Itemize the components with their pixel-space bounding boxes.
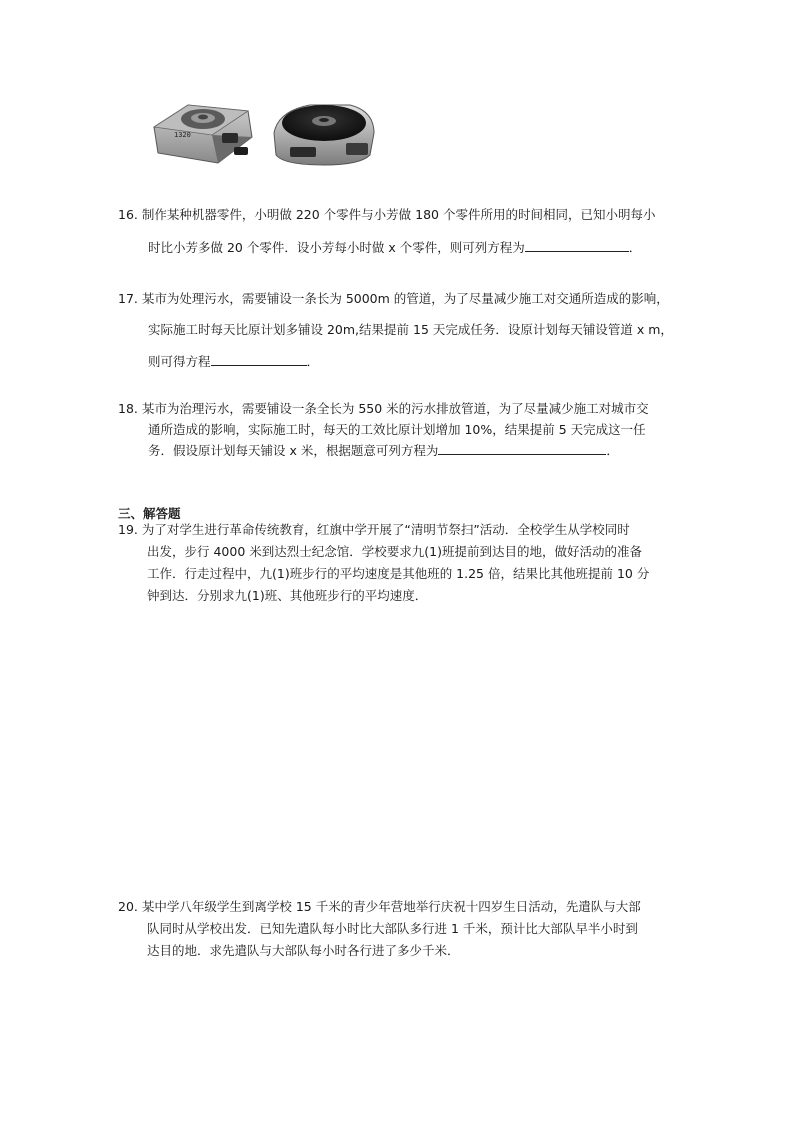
answer-blank[interactable]: [211, 351, 307, 366]
robot-photo-1: [148, 97, 255, 169]
question-20-line-1: 20. 某中学八年级学生到离学校 15 千米的青少年营地举行庆祝十四岁生日活动，先遣队与大部: [118, 899, 641, 914]
question-17-line-3: [148, 351, 319, 372]
question-16-line-1: 16. 制作某种机器零件，小明做 220 个零件与小芳做 180 个零件所用的时间相同，已知小明每小: [118, 207, 656, 222]
answer-blank[interactable]: [438, 440, 606, 455]
question-19-line-2: 出发，步行 4000 米到达烈士纪念馆．学校要求九(1)班提前到达目的地，做好活动的准备: [147, 544, 642, 559]
question-16-line-2: [148, 237, 641, 258]
question-17-period: ．: [306, 354, 320, 369]
question-18-line-3: [148, 440, 619, 461]
question-17-line-2: 实际施工时每天比原计划多铺设 20m,结果提前 15 天完成任务．设原计划每天铺设管道 x m，: [148, 322, 673, 337]
question-17-text: 则可得方程: [148, 354, 211, 369]
question-20: [118, 896, 703, 962]
question-20-line-2: 队同时从学校出发．已知先遣队每小时比大部队多行进 1 千米，预计比大部队早半小时到: [147, 921, 638, 936]
question-19: [118, 519, 703, 607]
question-17-line-1: 17. 某市为处理污水，需要铺设一条长为 5000m 的管道，为了尽量减少施工对交通所造成的影响，: [118, 291, 669, 306]
question-19-line-4: 钟到达．分别求九(1)班、其他班步行的平均速度．: [147, 588, 428, 603]
robot-label: 1320: [174, 131, 191, 139]
question-18-line-2: 通所造成的影响，实际施工时，每天的工效比原计划增加 10%，结果提前 5 天完成这一任: [148, 422, 646, 437]
section-title: 三、解答题: [118, 506, 181, 521]
question-16-period: ．: [628, 240, 642, 255]
question-18-line-1: 18. 某市为治理污水，需要铺设一条全长为 550 米的污水排放管道，为了尽量减少施工对城市交: [118, 401, 649, 416]
answer-blank[interactable]: [525, 237, 629, 252]
robot-photo-2: [270, 97, 378, 169]
question-18-period: ．: [606, 443, 619, 458]
question-16-text: 时比小芳多做 20 个零件．设小芳每小时做 x 个零件，则可列方程为: [148, 240, 525, 255]
question-19-line-1: 19. 为了对学生进行革命传统教育，红旗中学开展了“清明节祭扫”活动．全校学生从学校同时: [118, 522, 630, 537]
question-19-line-3: 工作．行走过程中，九(1)班步行的平均速度是其他班的 1.25 倍，结果比其他班提前 10 分: [147, 566, 650, 581]
question-18-text: 务．假设原计划每天铺设 x 米，根据题意可列方程为: [148, 443, 439, 458]
question-20-line-3: 达目的地．求先遣队与大部队每小时各行进了多少千米．: [147, 943, 460, 958]
